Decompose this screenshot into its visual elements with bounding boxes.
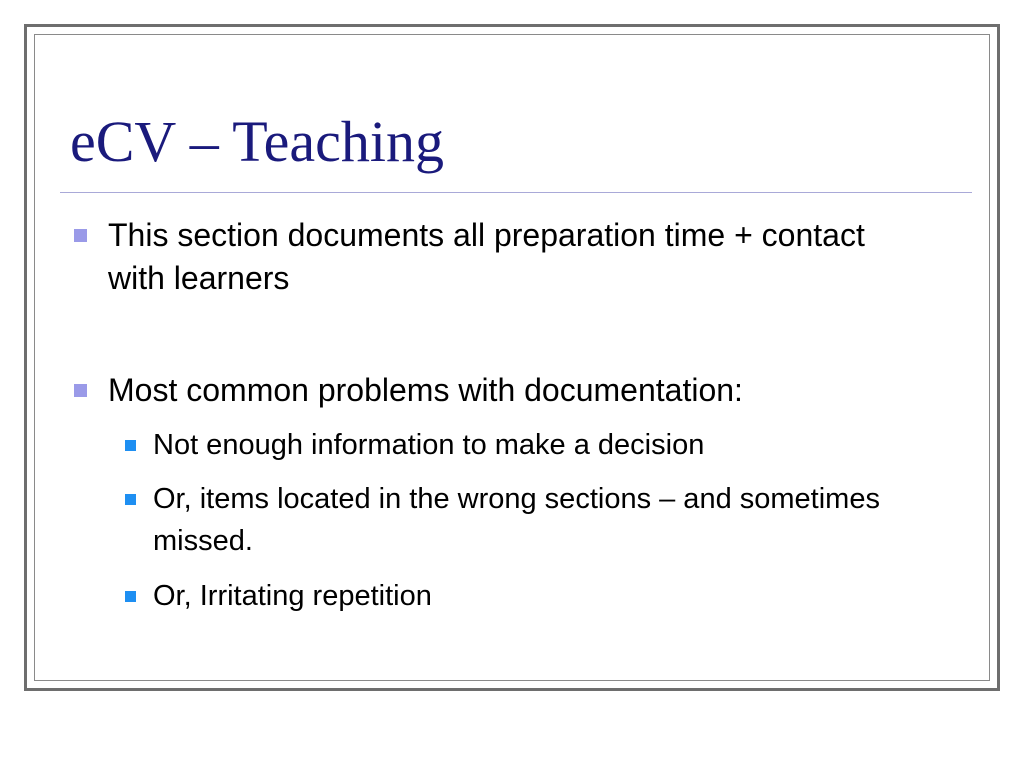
- sub-bullet-text: Not enough information to make a decision: [153, 429, 705, 461]
- square-bullet-icon: [74, 229, 87, 242]
- sub-bullet-item: [153, 424, 933, 466]
- square-bullet-icon: [125, 591, 136, 602]
- sub-bullet-text: Or, items located in the wrong sections – and sometimes missed.: [153, 483, 880, 557]
- bullet-item: [108, 369, 928, 412]
- square-bullet-icon: [74, 384, 87, 397]
- sub-bullet-item: [153, 478, 933, 562]
- bullet-text: Most common problems with documentation:: [108, 372, 743, 408]
- sub-bullet-item: [153, 575, 933, 617]
- square-bullet-icon: [125, 494, 136, 505]
- bullet-text: This section documents all preparation time + contact with learners: [108, 217, 865, 296]
- bullet-item: [108, 214, 928, 300]
- slide-title: eCV – Teaching: [70, 109, 444, 174]
- square-bullet-icon: [125, 440, 136, 451]
- sub-bullet-text: Or, Irritating repetition: [153, 580, 432, 612]
